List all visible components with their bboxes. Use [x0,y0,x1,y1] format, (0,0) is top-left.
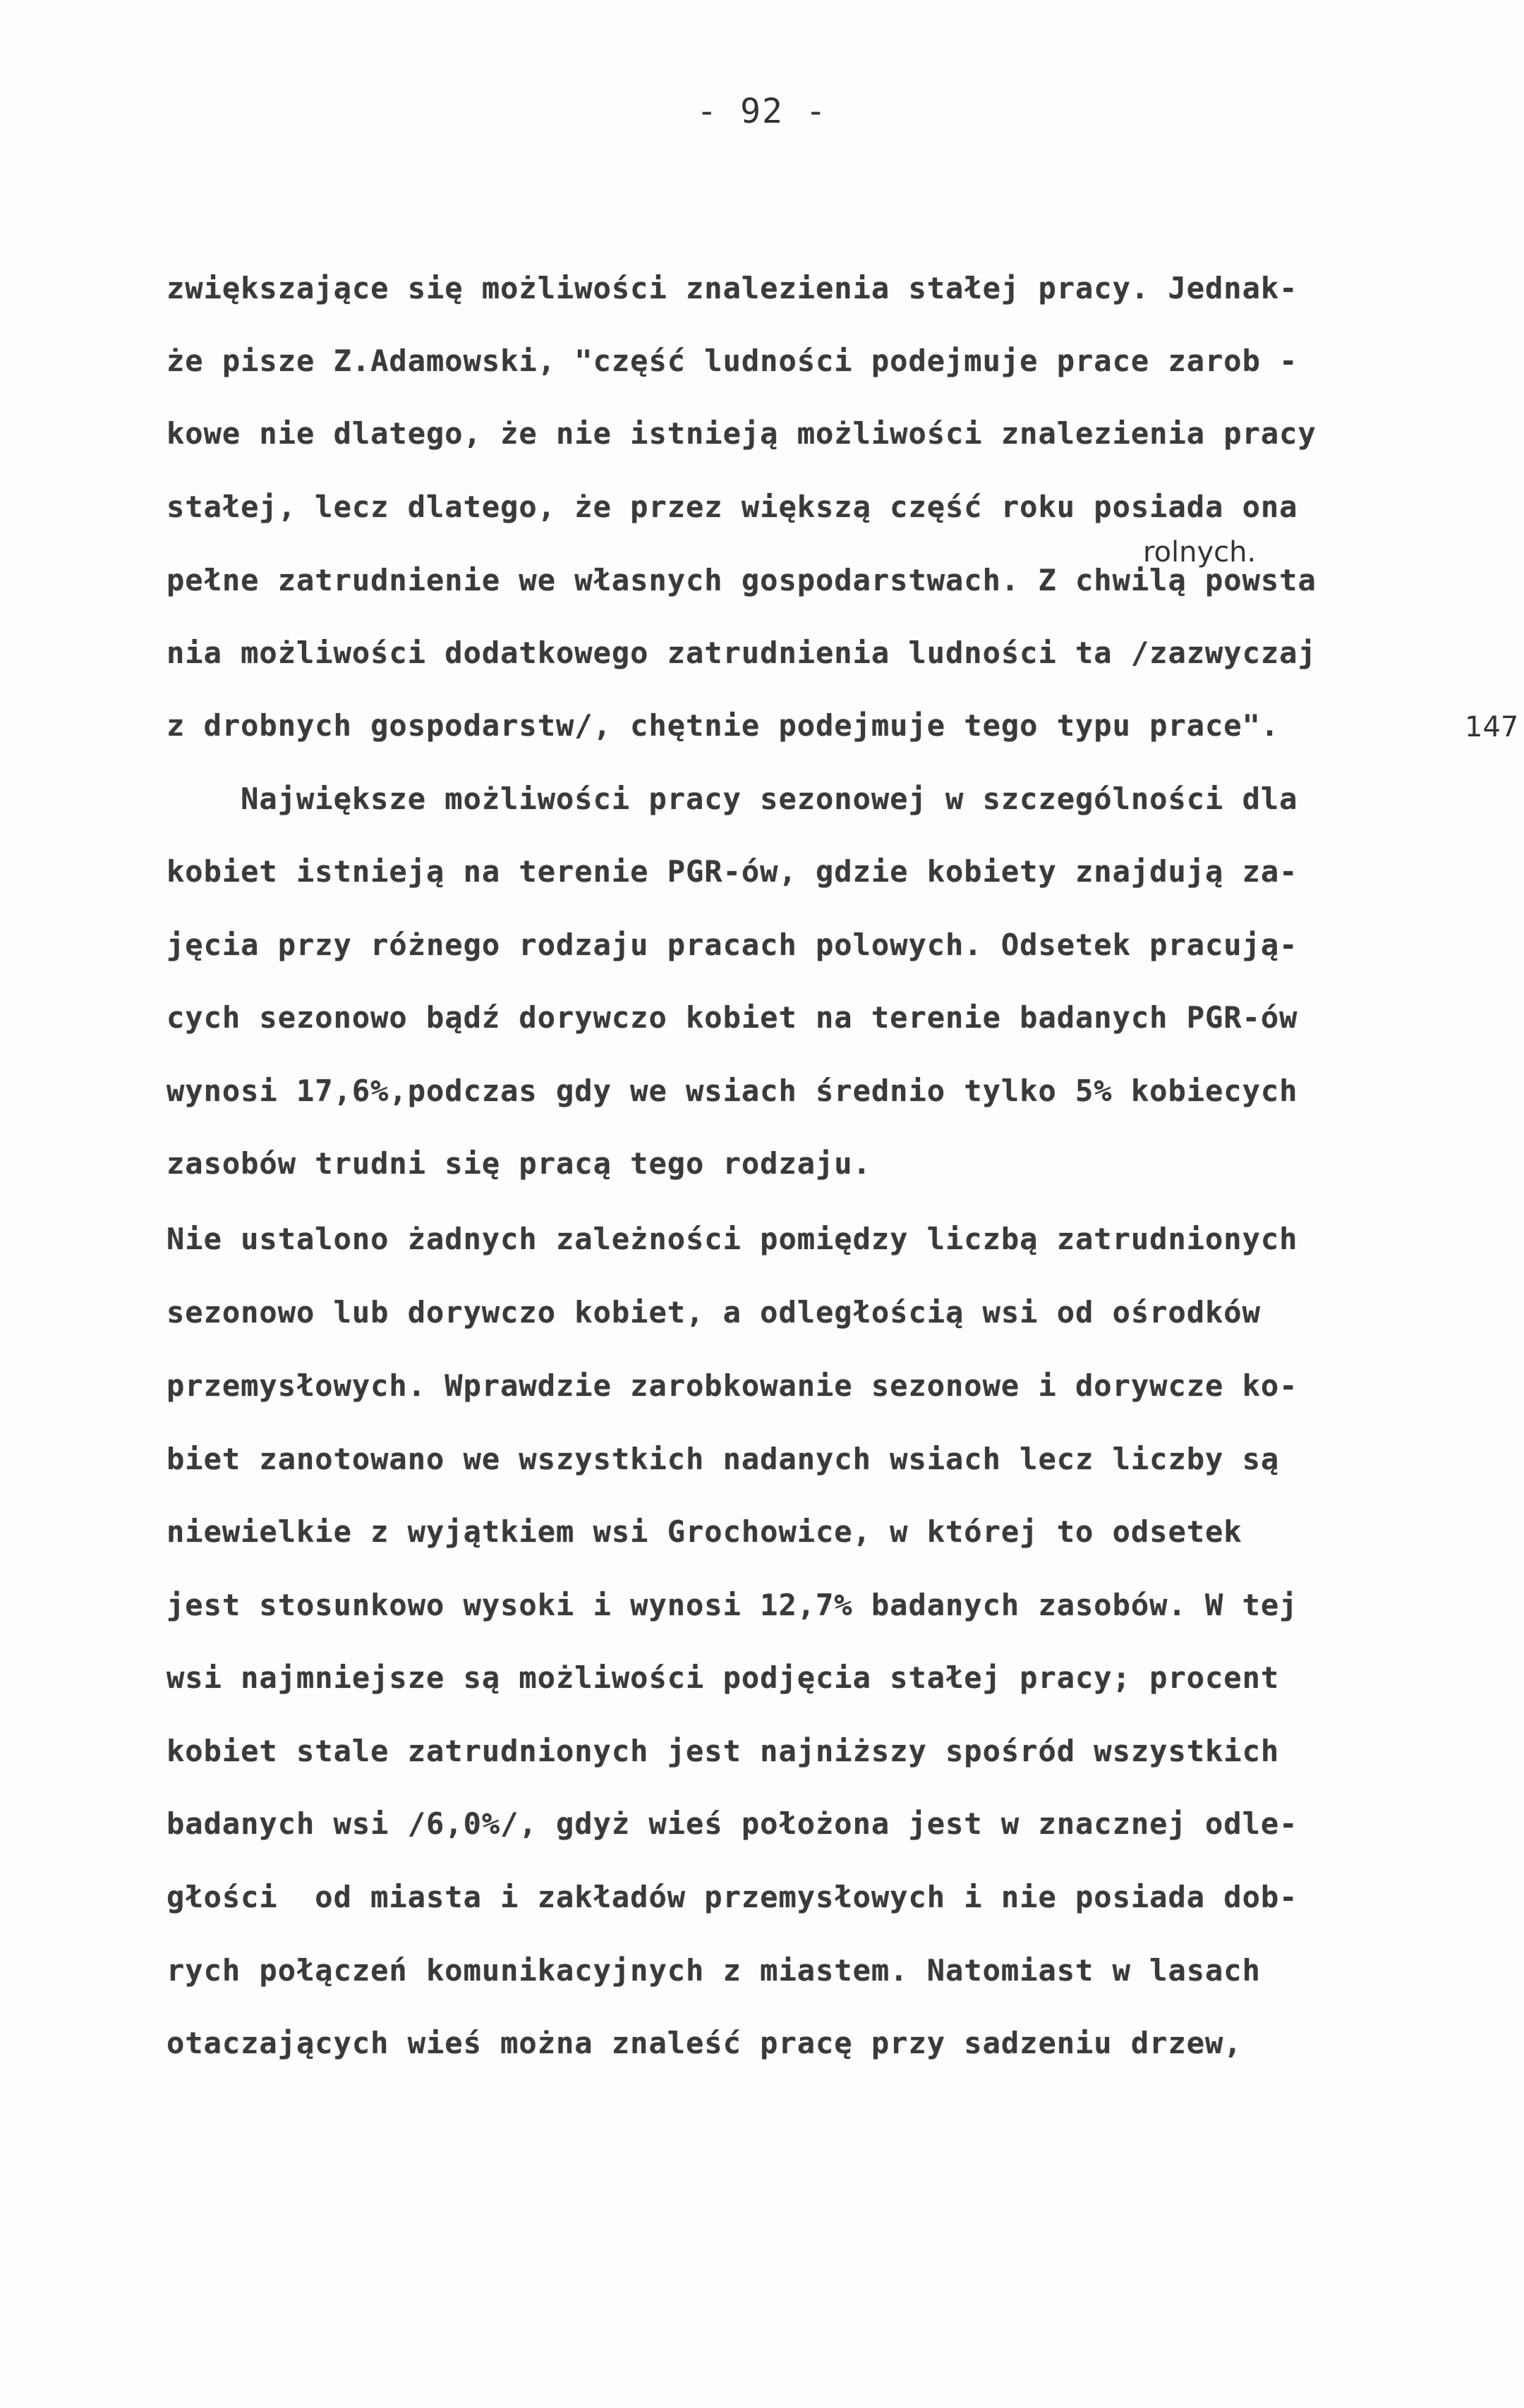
text-line: niewielkie z wyjątkiem wsi Grochowice, w której to odsetek [167,1514,1242,1549]
text-line: wsi najmniejsze są możliwości podjęcia stałej pracy; procent [167,1660,1280,1695]
text-line: rych połączeń komunikacyjnych z miastem. Natomiast w lasach [167,1953,1261,1988]
text-line: otaczających wieś można znaleść pracę przy sadzeniu drzew, [167,2026,1242,2060]
text-line: kowe nie dlatego, że nie istnieją możliwości znalezienia pracy [167,416,1317,451]
text-line: że pisze Z.Adamowski, "część ludności podejmuje prace zarob - [167,343,1298,378]
text-line: sezonowo lub dorywczo kobiet, a odległością wsi od ośrodków [167,1295,1261,1330]
text-line: zasobów trudni się pracą tego rodzaju. [167,1146,871,1181]
text-line: głości od miasta i zakładów przemysłowych i nie posiada dob- [167,1880,1298,1914]
text-line: nia możliwości dodatkowego zatrudnienia ludności ta /zazwyczaj [167,636,1317,670]
text-line: stałej, lecz dlatego, że przez większą część roku posiada ona [167,489,1298,524]
text-line: kobiet istnieją na terenie PGR-ów, gdzie kobiety znajdują za- [167,854,1298,889]
text-line: zwiększające się możliwości znalezienia stałej pracy. Jednak- [167,271,1298,305]
text-line: jęcia przy różnego rodzaju pracach polowych. Odsetek pracują- [167,928,1298,962]
text-line: wynosi 17,6%,podczas gdy we wsiach średnio tylko 5% kobiecych [167,1074,1298,1108]
text-line: przemysłowych. Wprawdzie zarobkowanie sezonowe i dorywcze ko- [167,1368,1298,1403]
text-line: badanych wsi /6,0%/, gdyż wieś położona jest w znacznej odle- [167,1806,1298,1841]
text-line: pełne zatrudnienie we własnych gospodarstwach. Z chwilą powsta [167,563,1317,597]
text-line: biet zanotowano we wszystkich nadanych wsiach lecz liczby są [167,1442,1280,1476]
footnote-reference: 147 [1465,711,1519,743]
text-line: z drobnych gospodarstw/, chętnie podejmuje tego typu prace". [167,708,1280,743]
page-number: - 92 - [696,92,828,131]
text-line: jest stosunkowo wysoki i wynosi 12,7% badanych zasobów. W tej [167,1588,1298,1622]
text-line: Nie ustalono żadnych zależności pomiędzy liczbą zatrudnionych [167,1222,1298,1256]
text-line: Największe możliwości pracy sezonowej w szczególności dla [167,782,1298,816]
text-line: kobiet stale zatrudnionych jest najniższy spośród wszystkich [167,1734,1280,1768]
handwritten-insert: rolnych. [1143,536,1257,568]
text-line: cych sezonowo bądź dorywczo kobiet na terenie badanych PGR-ów [167,1000,1298,1035]
